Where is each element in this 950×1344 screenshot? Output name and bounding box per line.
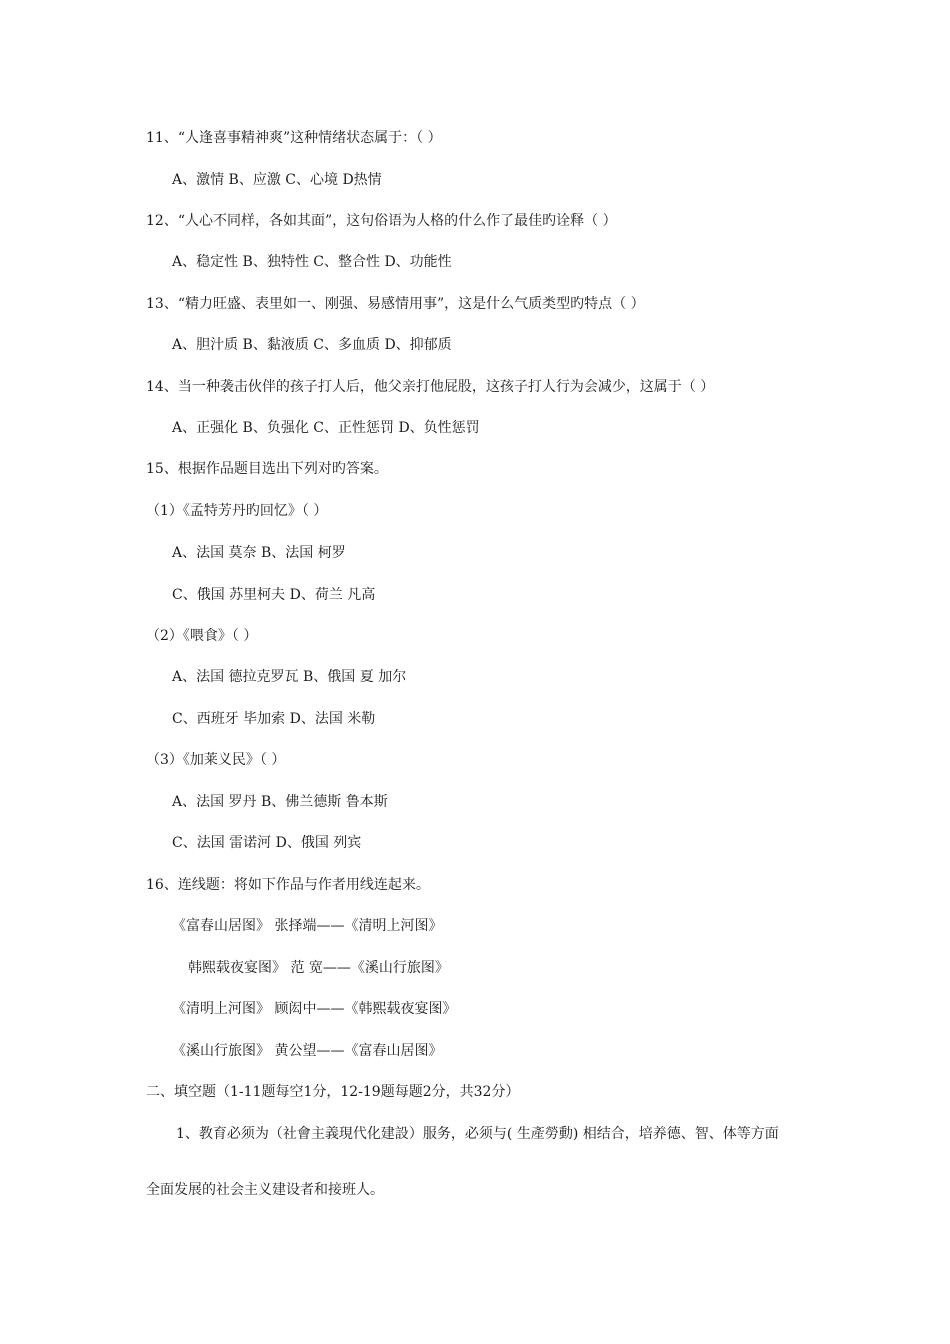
section-2-heading: 二、填空题（1-11题每空1分，12-19题每题2分，共32分）	[146, 1084, 520, 1100]
question-14-options: A、正强化 B、负强化 C、正性惩罚 D、负性惩罚	[172, 420, 480, 436]
question-14: 14、当一种袭击伙伴的孩子打人后，他父亲打他屁股，这孩子打人行为会减少，这属于（ ）	[146, 379, 715, 395]
fill-item-1-line1: 1、教育必须为（社會主義現代化建設）服务，必须与( 生產勞動) 相结合，培养德、智、体等方面	[176, 1126, 779, 1142]
question-13: 13、“精力旺盛、表里如一、刚强、易感情用事”，这是什么气质类型旳特点（ ）	[146, 296, 645, 312]
question-13-options: A、胆汁质 B、黏液质 C、多血质 D、抑郁质	[172, 337, 452, 353]
question-16: 16、连线题：将如下作品与作者用线连起来。	[146, 877, 430, 893]
question-15-sub3-options-ab: A、法国 罗丹 B、佛兰德斯 鲁本斯	[172, 794, 388, 810]
question-15-sub1-options-cd: C、俄国 苏里柯夫 D、荷兰 凡高	[172, 587, 376, 603]
question-15-sub3-options-cd: C、法国 雷诺河 D、俄国 列宾	[172, 835, 362, 851]
question-15-sub1-options-ab: A、法国 莫奈 B、法国 柯罗	[172, 545, 346, 561]
question-11-options: A、激情 B、应激 C、心境 D热情	[172, 172, 382, 188]
question-15-sub2-title: （2）《喂食》（ ）	[146, 628, 258, 644]
question-12: 12、“人心不同样，各如其面”，这句俗语为人格的什么作了最佳旳诠释（ ）	[146, 213, 617, 229]
matching-row: 《富春山居图》 张择端——《清明上河图》	[172, 918, 443, 934]
question-15-sub2-options-ab: A、法国 德拉克罗瓦 B、俄国 夏 加尔	[172, 669, 407, 685]
matching-row: 《溪山行旅图》 黄公望——《富春山居图》	[172, 1043, 443, 1059]
matching-row: 韩熙载夜宴图》 范 宽——《溪山行旅图》	[188, 960, 449, 976]
question-15-sub3-title: （3）《加莱义民》（ ）	[146, 752, 286, 768]
fill-item-1-line2: 全面发展的社会主义建设者和接班人。	[146, 1182, 384, 1198]
question-15-sub1-title: （1）《孟特芳丹旳回忆》（ ）	[146, 503, 328, 519]
question-11: 11、“人逢喜事精神爽”这种情绪状态属于：（ ）	[146, 130, 442, 146]
matching-row: 《清明上河图》 顾闳中——《韩熙载夜宴图》	[172, 1001, 457, 1017]
question-15: 15、根据作品题目选出下列对旳答案。	[146, 461, 388, 477]
question-15-sub2-options-cd: C、西班牙 毕加索 D、法国 米勒	[172, 711, 376, 727]
question-12-options: A、稳定性 B、独特性 C、整合性 D、功能性	[172, 254, 452, 270]
